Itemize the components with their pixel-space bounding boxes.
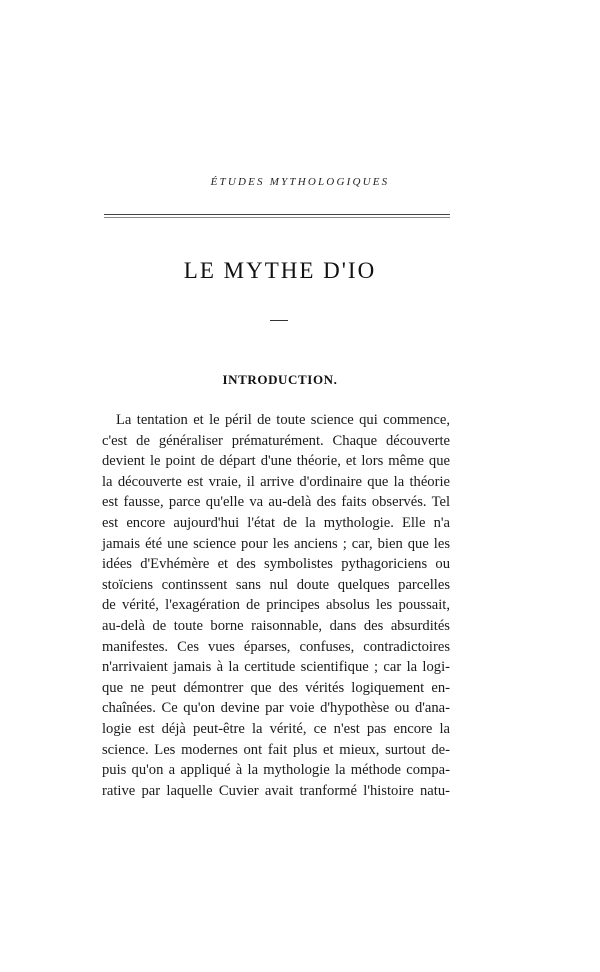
running-head: ÉTUDES MYTHOLOGIQUES (210, 176, 390, 188)
text-line: puis qu'on a appliqué à la mythologie la méthode compa- (102, 762, 450, 779)
text-line: n'arrivaient jamais à la certitude scientifique ; car la logi- (102, 659, 450, 676)
text-line: c'est de généraliser prématurément. Chaque découverte (102, 432, 450, 449)
title-dash-ornament (270, 320, 288, 321)
text-line: devient le point de départ d'une théorie, et lors même que (102, 453, 450, 470)
text-line: est fausse, parce qu'elle va au-delà des faits observés. Tel (102, 494, 450, 511)
text-line: logie est déjà peut-être la vérité, ce n'est pas encore la (102, 720, 450, 737)
text-line: jamais été une science pour les anciens ; car, bien que les (102, 535, 450, 552)
text-line: au-delà de toute borne raisonnable, dans des absurdités (102, 617, 450, 634)
text-line: manifestes. Ces vues éparses, confuses, contradictoires (102, 638, 450, 655)
text-line: La tentation et le péril de toute science qui commence, (116, 412, 450, 428)
text-line: la découverte est vraie, il arrive d'ordinaire que la théorie (102, 473, 450, 490)
text-line: idées d'Evhémère et des symbolistes pythagoriciens ou (102, 556, 450, 573)
text-line: rative par laquelle Cuvier avait tranformé l'histoire natu- (102, 782, 450, 799)
text-line: est encore aujourd'hui l'état de la mythologie. Elle n'a (102, 514, 450, 531)
text-line: chaînées. Ce qu'on devine par voie d'hypothèse ou d'ana- (102, 700, 450, 717)
header-rule (104, 214, 450, 215)
text-line: de vérité, l'exagération de principes absolus les poussait, (102, 597, 450, 614)
section-heading: INTRODUCTION. (222, 372, 338, 387)
chapter-title: LE MYTHE D'IO (183, 258, 377, 283)
header-rule-thin (104, 217, 450, 218)
text-line: que ne peut démontrer que des vérités logiquement en- (102, 679, 450, 696)
body-paragraph (102, 410, 450, 801)
text-line: science. Les modernes ont fait plus et mieux, surtout de- (102, 741, 450, 758)
text-line: stoïciens continssent sans nul doute quelques parcelles (102, 576, 450, 593)
